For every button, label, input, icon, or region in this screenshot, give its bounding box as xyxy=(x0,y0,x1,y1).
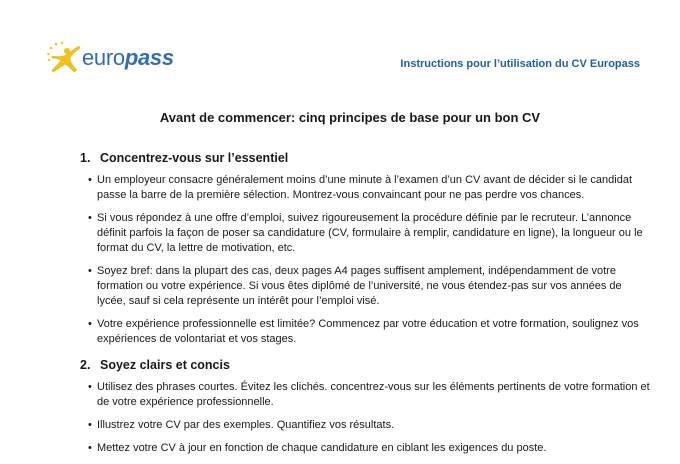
europass-logo xyxy=(46,40,174,76)
document-title: Avant de commencer: cinq principes de base pour un bon CV xyxy=(159,110,541,125)
europass-wordmark: europass xyxy=(82,45,174,70)
section-number: 2. xyxy=(80,358,91,372)
section-title: Soyez clairs et concis xyxy=(100,358,230,372)
section-number: 1. xyxy=(80,151,91,165)
section-heading xyxy=(80,151,650,165)
list-item: • Si vous répondez à une offre d’emploi, suivez rigoureusement la procédure définie par le recruteur. L’annonce définit parfois la façon de poser sa candidature (CV, formulaire à remplir, candidature en ligne), la longueur ou le format du CV, la lettre de motivation, etc. xyxy=(88,211,650,256)
list-item: • Un employeur consacre généralement moins d’une minute à l’examen d’un CV avant de décider si le candidat passe la barre de la première sélection. Montrez-vous convaincant pour ne pas perdre vos chances. xyxy=(88,173,650,203)
bullet-list xyxy=(80,380,650,456)
europass-star-figure-icon xyxy=(46,40,86,76)
document-body xyxy=(80,151,650,464)
list-item: • Utilisez des phrases courtes. Évitez les clichés. concentrez-vous sur les éléments pertinents de votre formation et de votre expérience professionnelle. xyxy=(88,380,650,410)
section-title: Concentrez-vous sur l’essentiel xyxy=(100,151,289,165)
section-1 xyxy=(80,151,650,347)
list-item: • Votre expérience professionnelle est limitée? Commencez par votre éducation et votre formation, soulignez vos expériences de volontariat et vos stages. xyxy=(88,317,650,347)
bullet-list xyxy=(80,173,650,347)
section-2 xyxy=(80,358,650,456)
list-item: • Illustrez votre CV par des exemples. Quantifiez vos résultats. xyxy=(88,418,650,433)
header-title: Instructions pour l’utilisation du CV Europass xyxy=(400,58,640,70)
list-item: • Mettez votre CV à jour en fonction de chaque candidature en ciblant les exigences du poste. xyxy=(88,441,650,456)
list-item: • Soyez bref: dans la plupart des cas, deux pages A4 pages suffisent amplement, indépendamment de votre formation ou votre expérience. Si vous êtes diplômé de l’université, ne vous étendez-pas sur vos années de lycée, sauf si cela représente un intérêt pour l’emploi visé. xyxy=(88,264,650,309)
section-heading xyxy=(80,358,650,372)
